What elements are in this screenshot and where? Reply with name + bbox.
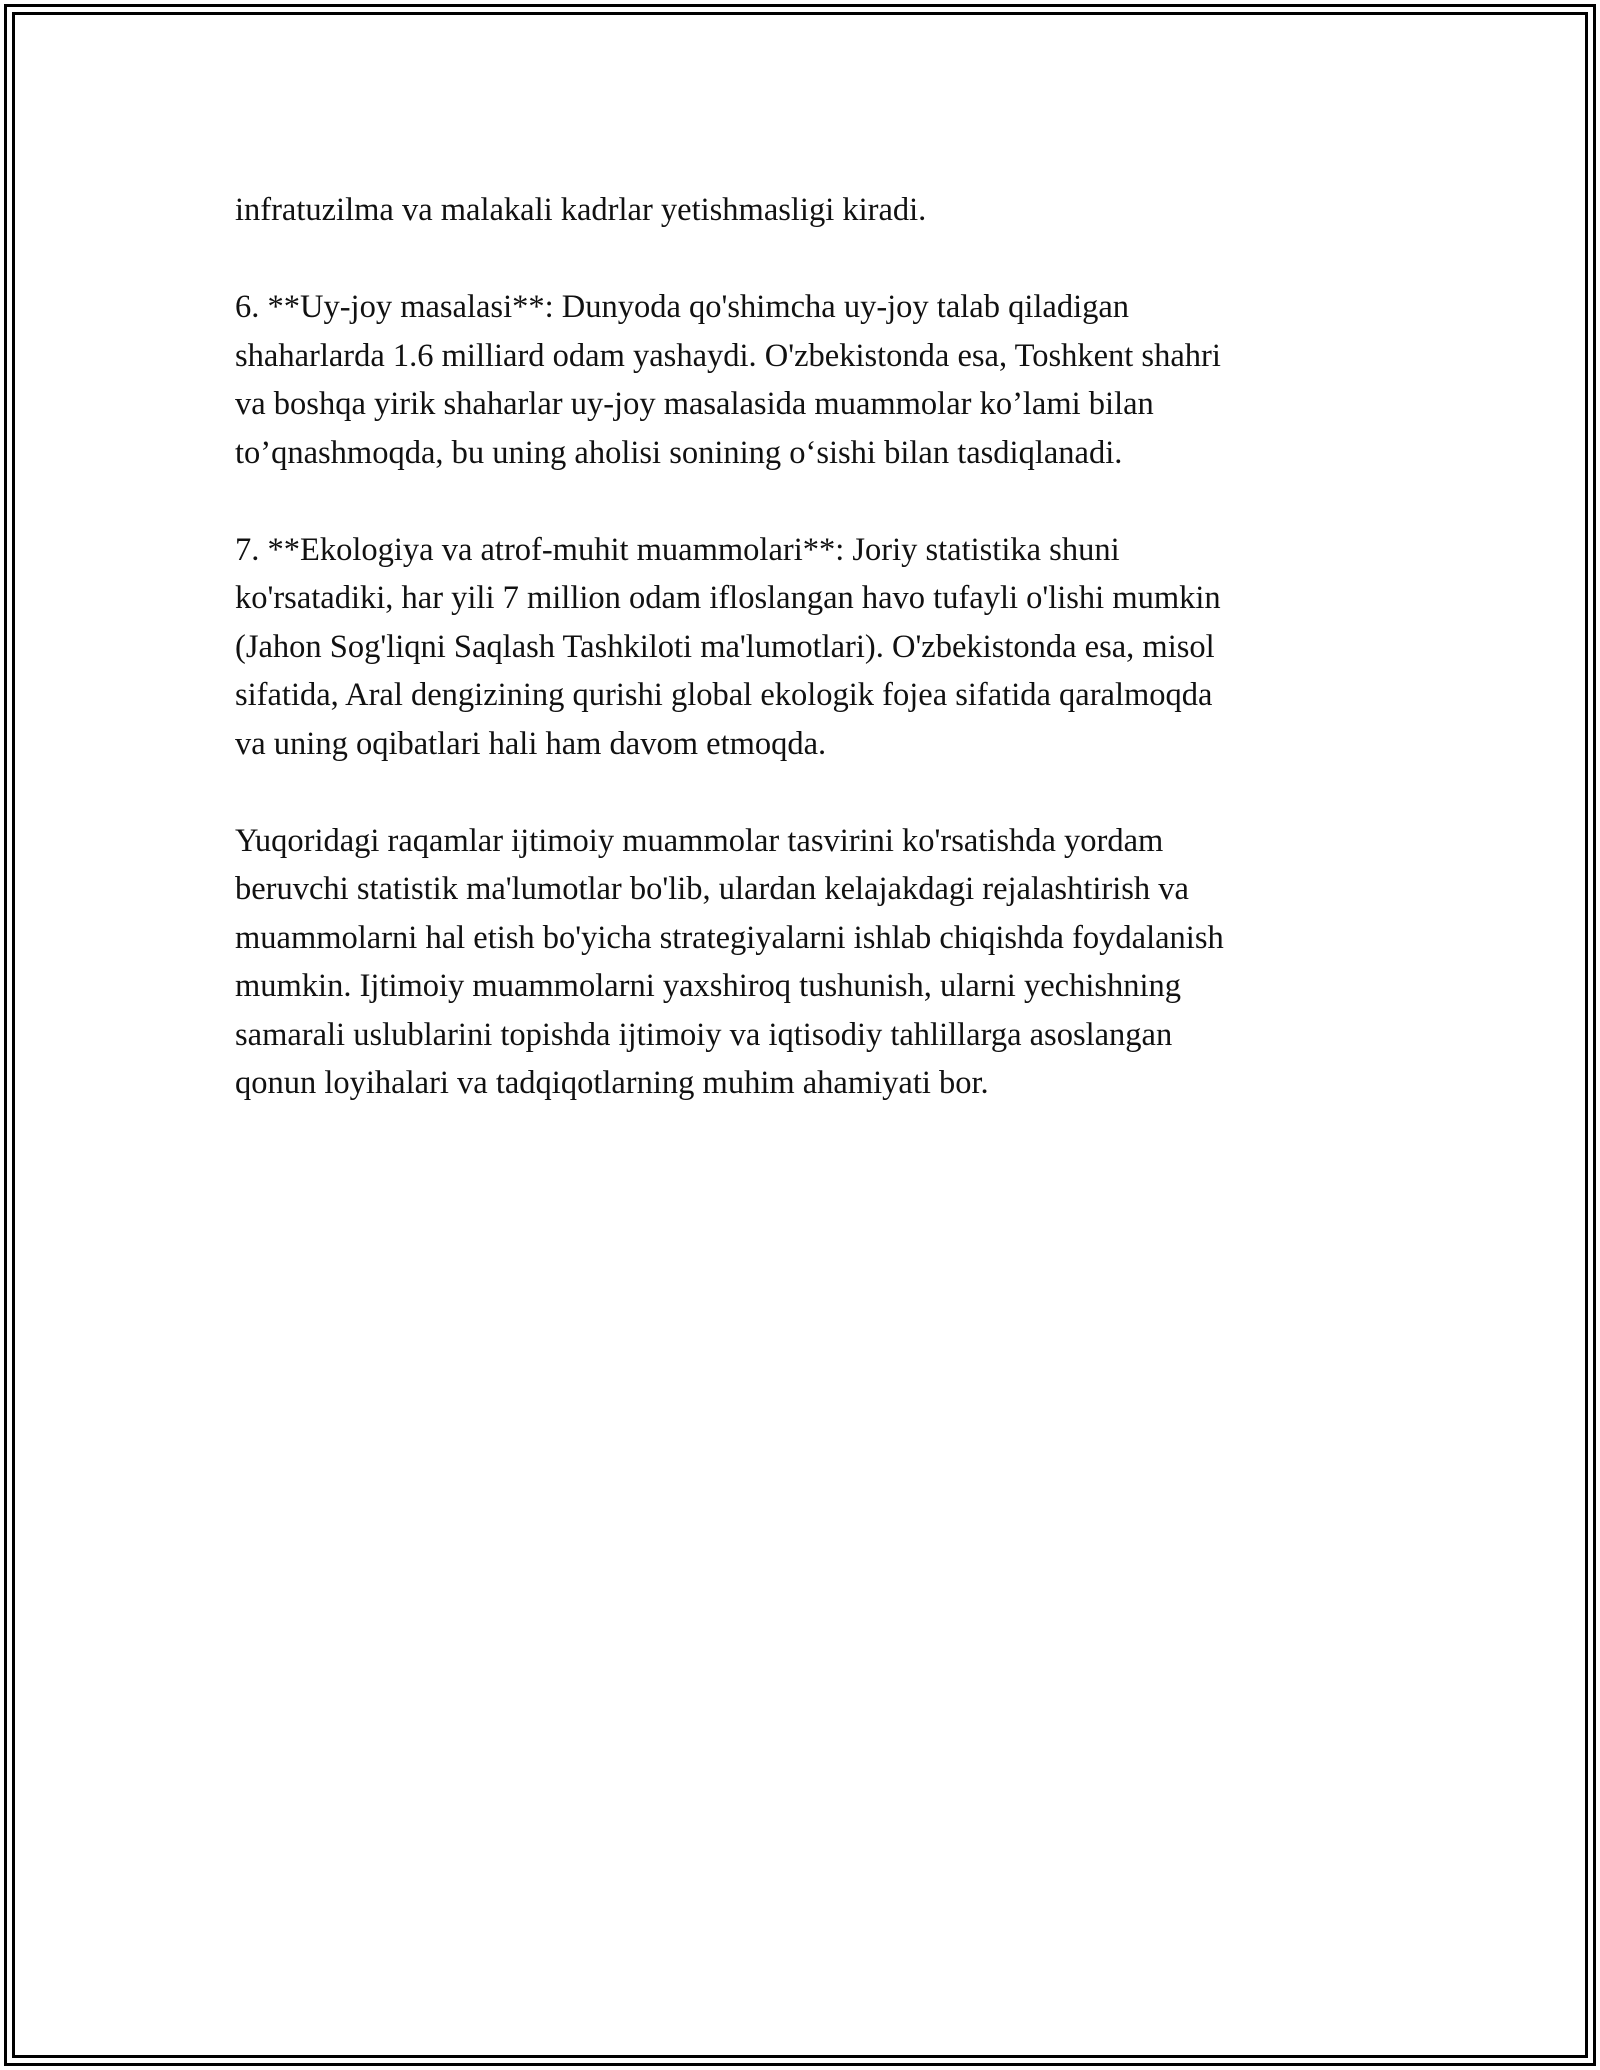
text-line: muammolarni hal etish bo'yicha strategiyalarni ishlab chiqishda foydalanish bbox=[235, 919, 1224, 956]
text-line: 6. **Uy-joy masalasi**: Dunyoda qo'shimcha uy-joy talab qiladigan bbox=[235, 289, 1130, 325]
document-body bbox=[235, 186, 1385, 1156]
paragraph-conclusion bbox=[235, 817, 1385, 1108]
text-line: shaharlarda 1.6 milliard odam yashaydi. O'zbekistonda esa, Toshkent shahri bbox=[235, 337, 1221, 374]
text-line: sifatida, Aral dengizining qurishi global ekologik fojea sifatida qaralmoqda bbox=[235, 677, 1213, 713]
text-line: beruvchi statistik ma'lumotlar bo'lib, ulardan kelajakdagi rejalashtirish va bbox=[235, 871, 1189, 907]
text-line: va boshqa yirik shaharlar uy-joy masalasida muammolar ko’lami bilan bbox=[235, 386, 1154, 422]
text-line: ko'rsatadiki, har yili 7 million odam ifloslangan havo tufayli o'lishi mumkin bbox=[235, 580, 1221, 616]
text-line: mumkin. Ijtimoiy muammolarni yaxshiroq tushunish, ularni yechishning bbox=[235, 968, 1182, 1004]
text-line: infratuzilma va malakali kadrlar yetishmasligi kiradi. bbox=[235, 192, 927, 228]
paragraph-ecology bbox=[235, 526, 1385, 769]
text-line: Yuqoridagi raqamlar ijtimoiy muammolar tasvirini ko'rsatishda yordam bbox=[235, 822, 1164, 859]
paragraph-housing bbox=[235, 283, 1385, 477]
text-line: va uning oqibatlari hali ham davom etmoqda. bbox=[235, 725, 827, 762]
text-line: (Jahon Sog'liqni Saqlash Tashkiloti ma'lumotlari). O'zbekistonda esa, misol bbox=[235, 628, 1215, 665]
text-line: to’qnashmoqda, bu uning aholisi sonining o‘sishi bilan tasdiqlanadi. bbox=[235, 434, 1123, 471]
text-line: qonun loyihalari va tadqiqotlarning muhim ahamiyati bor. bbox=[235, 1065, 989, 1101]
text-line: 7. **Ekologiya va atrof-muhit muammolari**: Joriy statistika shuni bbox=[235, 531, 1120, 568]
paragraph-infrastructure bbox=[235, 186, 1385, 235]
text-line: samarali uslublarini topishda ijtimoiy va iqtisodiy tahlillarga asoslangan bbox=[235, 1016, 1173, 1053]
